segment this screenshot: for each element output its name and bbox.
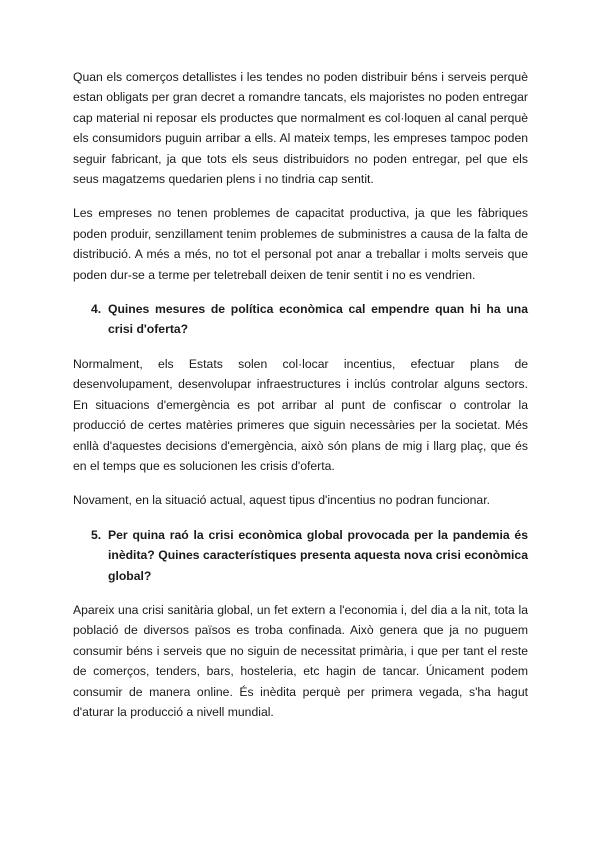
paragraph-supply-problems: Les empreses no tenen problemes de capacitat productiva, ja que les fàbriques poden produir, senzillament tenim problemes de subministres a causa de la falta de distribució. A més a més, no tot el personal pot anar a treballar i molts serveis que poden dur-se a terme per teletreball deixen de tenir sentit i no es vendrien. xyxy=(73,206,528,282)
paragraph-state-measures: Normalment, els Estats solen col·locar incentius, efectuar plans de desenvolupament, desenvolupar infraestructures i inclús controlar alguns sectors. En situacions d'emergència es pot arribar al punt de confiscar o controlar la producció de certes matèries primeres que siguin necessàries per la societat. Més enllà d'aquestes decisions d'emergència, això són plans de mig i llarg plaç, que és en el temps que es solucionen les crisis d'oferta. xyxy=(73,356,528,473)
paragraph-retailers-closed: Quan els comerços detallistes i les tendes no poden distribuir béns i serveis perquè estan obligats per gran decret a romandre tancats, els majoristes no poden entregar cap material ni reposar els productes que normalment es col·loquen al canal perquè els consumidors puguin arribar a ells. Al mateix temps, les empreses tampoc poden seguir fabricant, ja que tots els seus distribuidors no poden entregar, pel que els seus magatzems quedarien plens i no tindria cap sentit. xyxy=(73,70,528,187)
paragraph-incentives-fail: Novament, en la situació actual, aquest tipus d'incentius no podran funcionar. xyxy=(73,493,490,508)
question-heading-5 xyxy=(73,525,528,586)
question-number: 5. xyxy=(91,527,102,542)
question-heading-4 xyxy=(73,299,528,340)
question-text: Quines mesures de política econòmica cal empendre quan hi ha una crisi d'oferta? xyxy=(108,302,528,337)
question-text: Per quina raó la crisi econòmica global provocada per la pandemia és inèdita? Quines característiques presenta aquesta nova crisi econòmica global? xyxy=(108,527,528,583)
question-number: 4. xyxy=(91,302,102,317)
paragraph-pandemic-crisis: Apareix una crisi sanitària global, un fet extern a l'economia i, del dia a la nit, tota la població de diversos països es troba confinada. Això genera que ja no puguem consumir béns i serveis que no siguin de necessitat primària, i que per tant el reste de comerços, tenders, bars, hosteleria, etc hagin de tancar. Únicament podem consumir de manera online. És inèdita perquè per primera vegada, s'ha hagut d'aturar la producció a nivell mundial. xyxy=(73,602,528,719)
